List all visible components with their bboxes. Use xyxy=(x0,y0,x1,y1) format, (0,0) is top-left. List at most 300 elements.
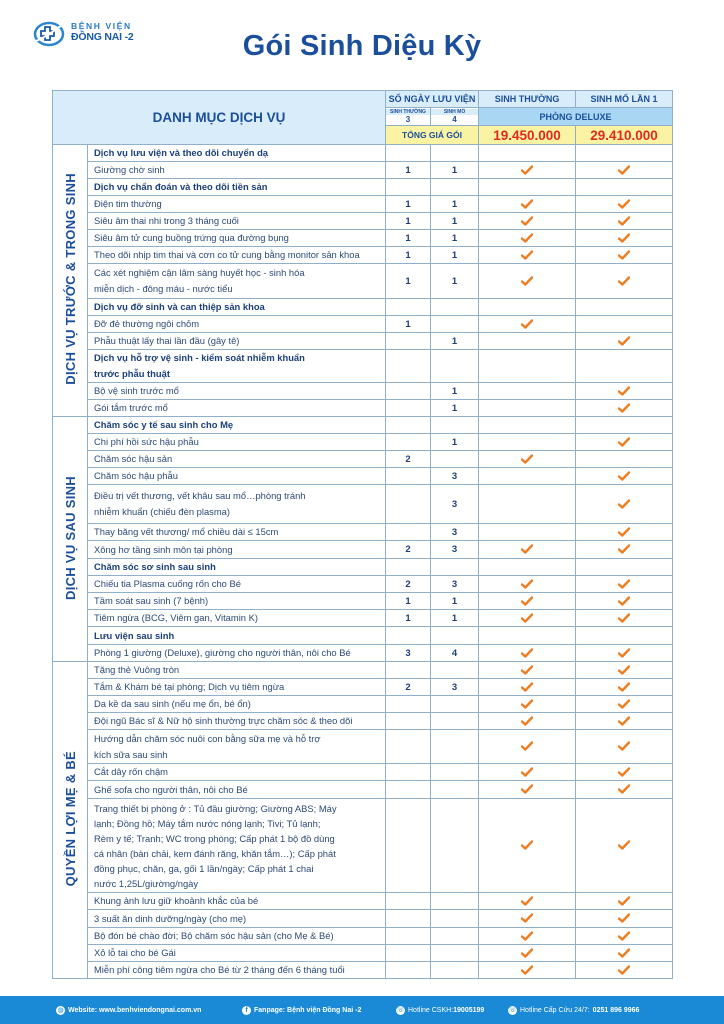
included-normal xyxy=(479,893,576,910)
stay-days-normal xyxy=(386,333,431,350)
stay-days-normal xyxy=(386,730,431,764)
checkmark-icon xyxy=(521,784,533,795)
stay-days-csection: 1 xyxy=(431,247,479,264)
stay-days-normal: 2 xyxy=(386,679,431,696)
checkmark-icon xyxy=(521,741,533,752)
service-name-line: Gói tắm trước mổ xyxy=(94,402,168,413)
checkmark-icon xyxy=(521,840,533,851)
checkmark-icon xyxy=(521,579,533,590)
stay-days-normal: 1 xyxy=(386,264,431,299)
stay-days-csection: 3 xyxy=(431,485,479,524)
service-name-line: Phẫu thuật lấy thai lần đầu (gây tê) xyxy=(94,335,240,346)
stay-days-normal xyxy=(386,179,431,196)
included-normal xyxy=(479,928,576,945)
service-row xyxy=(53,645,673,662)
service-name xyxy=(88,910,386,928)
checkmark-icon xyxy=(618,216,630,227)
included-csection xyxy=(576,383,673,400)
included-normal xyxy=(479,645,576,662)
service-row xyxy=(53,910,673,928)
included-normal xyxy=(479,799,576,893)
included-csection xyxy=(576,893,673,910)
service-name xyxy=(88,417,386,434)
logo-line1: BỆNH VIỆN xyxy=(71,21,132,31)
stay-days-csection xyxy=(431,945,479,962)
service-row xyxy=(53,162,673,179)
checkmark-icon xyxy=(521,931,533,942)
included-csection xyxy=(576,781,673,799)
service-row xyxy=(53,383,673,400)
stay-days-csection: 3 xyxy=(431,541,479,559)
service-name xyxy=(88,541,386,559)
service-name xyxy=(88,893,386,910)
checkmark-icon xyxy=(521,199,533,210)
stay-days-csection: 1 xyxy=(431,434,479,451)
included-csection xyxy=(576,485,673,524)
service-name-line: đồng phục, chăn, ga, gối 1 lần/ngày; Cấp phát 1 chai xyxy=(94,862,314,874)
included-normal xyxy=(479,451,576,468)
stay-days-csection: 1 xyxy=(431,264,479,299)
service-name-line: Theo dõi nhịp tim thai và cơn co tử cung bằng monitor sản khoa xyxy=(94,249,360,260)
service-name-line: Rèm y tế; Tranh; WC trong phòng; Cấp phát 1 bộ đồ dùng xyxy=(94,832,335,844)
checkmark-icon xyxy=(618,716,630,727)
section-label: DỊCH VỤ SAU SINH xyxy=(62,475,78,600)
service-group-row xyxy=(53,299,673,316)
service-row xyxy=(53,247,673,264)
included-normal xyxy=(479,196,576,213)
service-row xyxy=(53,679,673,696)
included-normal xyxy=(479,679,576,696)
service-name-line: kích sữa sau sinh xyxy=(94,748,168,760)
service-name-line: Tặng thẻ Vuông tròn xyxy=(94,664,180,675)
service-name-line: nước 1,25L/giường/ngày xyxy=(94,877,199,889)
stay-days-normal xyxy=(386,627,431,645)
included-normal xyxy=(479,593,576,610)
footer-hotline-cskh-number: 19005199 xyxy=(453,1007,485,1014)
service-name-line: Tắm & Khám bé tại phòng; Dịch vụ tiêm ngừa xyxy=(94,681,285,692)
stay-days-csection xyxy=(431,316,479,333)
stay-days-normal xyxy=(386,145,431,162)
globe-icon: ◍ xyxy=(57,1007,64,1014)
service-name xyxy=(88,350,386,383)
stay-days-csection xyxy=(431,451,479,468)
included-csection xyxy=(576,962,673,979)
service-name-line: Siêu âm thai nhi trong 3 tháng cuối xyxy=(94,215,239,226)
included-csection xyxy=(576,451,673,468)
checkmark-icon xyxy=(618,648,630,659)
service-name-line: trước phẫu thuật xyxy=(94,368,170,379)
included-normal xyxy=(479,417,576,434)
checkmark-icon xyxy=(618,250,630,261)
stay-days-normal xyxy=(386,559,431,576)
service-name xyxy=(88,781,386,799)
service-name-line: Phòng 1 giường (Deluxe), giường cho người thân, nôi cho Bé xyxy=(94,647,351,658)
stay-days-csection xyxy=(431,910,479,928)
stay-days-normal xyxy=(386,893,431,910)
header-stay-normal xyxy=(386,108,431,126)
checkmark-icon xyxy=(618,403,630,414)
stay-days-csection: 3 xyxy=(431,576,479,593)
service-name xyxy=(88,928,386,945)
stay-days-csection: 3 xyxy=(431,679,479,696)
stay-days-csection: 1 xyxy=(431,610,479,627)
included-csection xyxy=(576,196,673,213)
included-csection xyxy=(576,247,673,264)
checkmark-icon xyxy=(521,682,533,693)
checkmark-icon xyxy=(521,233,533,244)
header-service-category: DANH MỤC DỊCH VỤ xyxy=(53,91,386,145)
checkmark-icon xyxy=(618,579,630,590)
service-name-line: Chăm sóc hậu sản xyxy=(94,453,173,464)
service-name xyxy=(88,799,386,893)
included-normal xyxy=(479,576,576,593)
included-normal xyxy=(479,524,576,541)
service-name-line: Chiếu tia Plasma cuống rốn cho Bé xyxy=(94,578,241,589)
service-name xyxy=(88,213,386,230)
stay-days-normal: 1 xyxy=(386,196,431,213)
service-row xyxy=(53,962,673,979)
stay-days-csection xyxy=(431,627,479,645)
service-name xyxy=(88,162,386,179)
service-row xyxy=(53,230,673,247)
phone-icon: ☏ xyxy=(396,1007,405,1014)
service-row xyxy=(53,799,673,893)
checkmark-icon xyxy=(618,527,630,538)
service-name xyxy=(88,610,386,627)
stay-days-normal: 1 xyxy=(386,213,431,230)
service-group-row xyxy=(53,559,673,576)
checkmark-icon xyxy=(618,913,630,924)
included-normal xyxy=(479,264,576,299)
service-row xyxy=(53,593,673,610)
service-name-line: Xỏ lỗ tai cho bé Gái xyxy=(94,947,176,958)
checkmark-icon xyxy=(521,699,533,710)
checkmark-icon xyxy=(618,437,630,448)
page-title-text: Gói Sinh Diệu Kỳ xyxy=(242,30,482,62)
checkmark-icon xyxy=(618,665,630,676)
stay-days-normal xyxy=(386,781,431,799)
stay-days-csection: 1 xyxy=(431,383,479,400)
included-csection xyxy=(576,627,673,645)
included-normal xyxy=(479,299,576,316)
included-csection xyxy=(576,434,673,451)
stay-days-csection xyxy=(431,962,479,979)
stay-days-normal: 2 xyxy=(386,541,431,559)
checkmark-icon xyxy=(521,165,533,176)
header-stay-csection-days: 4 xyxy=(431,115,478,124)
section-label: DỊCH VỤ TRƯỚC & TRONG SINH xyxy=(62,173,78,385)
checkmark-icon xyxy=(521,896,533,907)
header-col-normal: SINH THƯỜNG xyxy=(479,91,576,108)
section-label-cell xyxy=(53,417,88,662)
service-name xyxy=(88,524,386,541)
service-name-line: 3 suất ăn dinh dưỡng/ngày (cho mẹ) xyxy=(94,912,247,924)
stay-days-normal: 1 xyxy=(386,610,431,627)
service-name-line: Dịch vụ lưu viện và theo dõi chuyển dạ xyxy=(94,147,269,158)
stay-days-normal: 1 xyxy=(386,162,431,179)
included-normal xyxy=(479,610,576,627)
service-name-line: Trang thiết bị phòng ở : Tủ đầu giường; Giường ABS; Máy xyxy=(94,802,337,814)
service-name-line: Tiêm ngừa (BCG, Viêm gan, Vitamin K) xyxy=(94,612,258,623)
checkmark-icon xyxy=(521,913,533,924)
service-name xyxy=(88,179,386,196)
included-normal xyxy=(479,962,576,979)
service-row xyxy=(53,196,673,213)
included-normal xyxy=(479,434,576,451)
header-stay-csection xyxy=(431,108,479,126)
stay-days-csection xyxy=(431,764,479,781)
included-normal xyxy=(479,400,576,417)
checkmark-icon xyxy=(521,319,533,330)
included-normal xyxy=(479,316,576,333)
checkmark-icon xyxy=(521,276,533,287)
stay-days-normal xyxy=(386,383,431,400)
service-name-line: nhiễm khuẩn (chiếu đèn plasma) xyxy=(94,506,231,517)
included-normal xyxy=(479,230,576,247)
stay-days-normal xyxy=(386,350,431,383)
service-name xyxy=(88,696,386,713)
included-normal xyxy=(479,945,576,962)
service-name-line: Dịch vụ chẩn đoán và theo dõi tiền sản xyxy=(94,181,268,192)
section-label: QUYỀN LỢI MẸ & BÉ xyxy=(62,750,78,887)
stay-days-normal xyxy=(386,696,431,713)
checkmark-icon xyxy=(521,965,533,976)
included-csection xyxy=(576,696,673,713)
checkmark-icon xyxy=(618,948,630,959)
checkmark-icon xyxy=(618,896,630,907)
service-row xyxy=(53,610,673,627)
service-name-line: Chăm sóc y tế sau sinh cho Mẹ xyxy=(94,419,234,430)
checkmark-icon xyxy=(521,613,533,624)
service-name-line: Điều trị vết thương, vết khâu sau mổ…phòng tránh xyxy=(94,490,306,501)
service-row xyxy=(53,541,673,559)
checkmark-icon xyxy=(618,613,630,624)
checkmark-icon xyxy=(618,767,630,778)
service-row xyxy=(53,928,673,945)
checkmark-icon xyxy=(618,682,630,693)
stay-days-csection xyxy=(431,559,479,576)
price-normal: 19.450.000 xyxy=(479,126,576,145)
header-col-csection: SINH MỔ LẦN 1 xyxy=(576,91,673,108)
stay-days-csection xyxy=(431,799,479,893)
included-csection xyxy=(576,679,673,696)
section-label-cell xyxy=(53,662,88,979)
stay-days-normal xyxy=(386,485,431,524)
price-csection: 29.410.000 xyxy=(576,126,673,145)
included-csection xyxy=(576,333,673,350)
included-csection xyxy=(576,468,673,485)
checkmark-icon xyxy=(618,741,630,752)
stay-days-csection: 3 xyxy=(431,524,479,541)
service-name xyxy=(88,451,386,468)
stay-days-normal xyxy=(386,764,431,781)
footer-hotline-er[interactable] xyxy=(508,1006,639,1015)
stay-days-normal xyxy=(386,417,431,434)
included-normal xyxy=(479,213,576,230)
stay-days-normal xyxy=(386,799,431,893)
stay-days-csection xyxy=(431,696,479,713)
header-stay-normal-label: SINH THƯỜNG xyxy=(386,109,430,115)
service-table xyxy=(52,90,672,979)
service-group-row xyxy=(53,145,673,162)
included-normal xyxy=(479,162,576,179)
included-csection xyxy=(576,662,673,679)
included-normal xyxy=(479,350,576,383)
facebook-icon: f xyxy=(242,1006,251,1015)
included-csection xyxy=(576,910,673,928)
service-row xyxy=(53,576,673,593)
included-csection xyxy=(576,593,673,610)
included-csection xyxy=(576,230,673,247)
service-name xyxy=(88,764,386,781)
service-name xyxy=(88,593,386,610)
included-csection xyxy=(576,213,673,230)
included-normal xyxy=(479,696,576,713)
footer-hotline-cskh-label: Hotline CSKH: xyxy=(408,1007,454,1014)
service-name xyxy=(88,485,386,524)
service-name xyxy=(88,576,386,593)
service-name xyxy=(88,400,386,417)
service-name-line: Dịch vụ đỡ sinh và can thiệp sản khoa xyxy=(94,301,265,312)
footer-hotline-cskh[interactable] xyxy=(396,1006,484,1015)
header-stay-days: SỐ NGÀY LƯU VIỆN xyxy=(386,91,479,108)
header-total-label: TỔNG GIÁ GÓI xyxy=(386,126,479,145)
stay-days-normal: 1 xyxy=(386,593,431,610)
service-name-line: Các xét nghiệm cận lâm sàng huyết học - sinh hóa xyxy=(94,267,305,278)
stay-days-csection: 3 xyxy=(431,468,479,485)
service-row xyxy=(53,662,673,679)
stay-days-normal: 1 xyxy=(386,316,431,333)
included-csection xyxy=(576,524,673,541)
included-normal xyxy=(479,468,576,485)
footer-hotline-er-label: Hotline Cấp Cứu 24/7: xyxy=(520,1007,590,1014)
included-normal xyxy=(479,179,576,196)
stay-days-csection xyxy=(431,893,479,910)
service-name xyxy=(88,434,386,451)
stay-days-normal: 2 xyxy=(386,576,431,593)
included-csection xyxy=(576,145,673,162)
service-row xyxy=(53,945,673,962)
stay-days-normal xyxy=(386,400,431,417)
page-title xyxy=(0,30,724,63)
service-name-line: Bộ đón bé chào đời; Bộ chăm sóc hậu sản (cho Mẹ & Bé) xyxy=(94,930,334,941)
checkmark-icon xyxy=(618,336,630,347)
stay-days-csection xyxy=(431,713,479,730)
service-name xyxy=(88,945,386,962)
service-name-line: Miễn phí công tiêm ngừa cho Bé từ 2 tháng đến 6 tháng tuổi xyxy=(94,964,345,975)
checkmark-icon xyxy=(618,931,630,942)
service-row xyxy=(53,730,673,764)
checkmark-icon xyxy=(521,665,533,676)
checkmark-icon xyxy=(521,767,533,778)
service-row xyxy=(53,696,673,713)
stay-days-normal xyxy=(386,662,431,679)
included-csection xyxy=(576,299,673,316)
service-name-line: Giường chờ sinh xyxy=(94,164,165,175)
checkmark-icon xyxy=(521,250,533,261)
service-row xyxy=(53,400,673,417)
included-csection xyxy=(576,928,673,945)
included-csection xyxy=(576,350,673,383)
service-name xyxy=(88,679,386,696)
stay-days-normal xyxy=(386,299,431,316)
included-normal xyxy=(479,333,576,350)
checkmark-icon xyxy=(618,386,630,397)
included-normal xyxy=(479,247,576,264)
footer-website[interactable] xyxy=(56,1006,201,1015)
checkmark-icon xyxy=(618,276,630,287)
service-row xyxy=(53,713,673,730)
stay-days-csection: 1 xyxy=(431,230,479,247)
checkmark-icon xyxy=(521,648,533,659)
service-name-line: Ghế sofa cho người thân, nôi cho Bé xyxy=(94,783,248,795)
service-name xyxy=(88,713,386,730)
footer-fanpage-text: Fanpage: Bệnh viện Đồng Nai -2 xyxy=(254,1007,362,1014)
checkmark-icon xyxy=(521,716,533,727)
stay-days-csection xyxy=(431,928,479,945)
stay-days-csection: 1 xyxy=(431,213,479,230)
footer-bar xyxy=(0,996,724,1024)
service-name-line: Khung ảnh lưu giữ khoảnh khắc của bé xyxy=(94,895,259,906)
service-name-line: Điện tim thường xyxy=(94,198,162,209)
stay-days-csection: 1 xyxy=(431,196,479,213)
stay-days-normal xyxy=(386,928,431,945)
service-name xyxy=(88,383,386,400)
service-name-line: Tầm soát sau sinh (7 bệnh) xyxy=(94,595,209,606)
service-name-line: Chăm sóc hậu phẫu xyxy=(94,470,178,481)
header-room-deluxe: PHÒNG DELUXE xyxy=(479,108,673,126)
section-label-cell xyxy=(53,145,88,417)
checkmark-icon xyxy=(618,699,630,710)
service-row xyxy=(53,781,673,799)
stay-days-csection xyxy=(431,417,479,434)
phone-icon: ☏ xyxy=(508,1007,517,1014)
included-csection xyxy=(576,764,673,781)
service-row xyxy=(53,451,673,468)
included-normal xyxy=(479,627,576,645)
service-name-line: Lưu viện sau sinh xyxy=(94,629,175,641)
checkmark-icon xyxy=(618,199,630,210)
stay-days-normal xyxy=(386,434,431,451)
stay-days-normal xyxy=(386,713,431,730)
service-name-line: Dịch vụ hỗ trợ vệ sinh - kiểm soát nhiễm khuẩn xyxy=(94,352,305,363)
footer-fanpage[interactable] xyxy=(242,1006,361,1015)
included-csection xyxy=(576,799,673,893)
included-csection xyxy=(576,730,673,764)
checkmark-icon xyxy=(618,499,630,510)
logo-line2: ĐỒNG NAI -2 xyxy=(71,31,134,43)
stay-days-csection xyxy=(431,781,479,799)
included-csection xyxy=(576,264,673,299)
included-csection xyxy=(576,179,673,196)
service-name xyxy=(88,468,386,485)
service-group-row xyxy=(53,179,673,196)
header-stay-csection-label: SINH MỔ xyxy=(431,109,478,115)
service-row xyxy=(53,485,673,524)
checkmark-icon xyxy=(618,784,630,795)
included-normal xyxy=(479,764,576,781)
service-name xyxy=(88,145,386,162)
service-row xyxy=(53,468,673,485)
stay-days-csection: 4 xyxy=(431,645,479,662)
service-name xyxy=(88,645,386,662)
service-name-line: lạnh; Đồng hồ; Máy tắm nước nóng lạnh; Tivi; Tủ lạnh; xyxy=(94,817,321,829)
included-csection xyxy=(576,400,673,417)
service-name-line: Đỡ đẻ thường ngôi chỏm xyxy=(94,318,200,329)
checkmark-icon xyxy=(618,965,630,976)
service-row xyxy=(53,434,673,451)
service-name-line: cá nhân (bàn chải, kem đánh răng, khăn tắm…); Cấp phát xyxy=(94,847,336,859)
